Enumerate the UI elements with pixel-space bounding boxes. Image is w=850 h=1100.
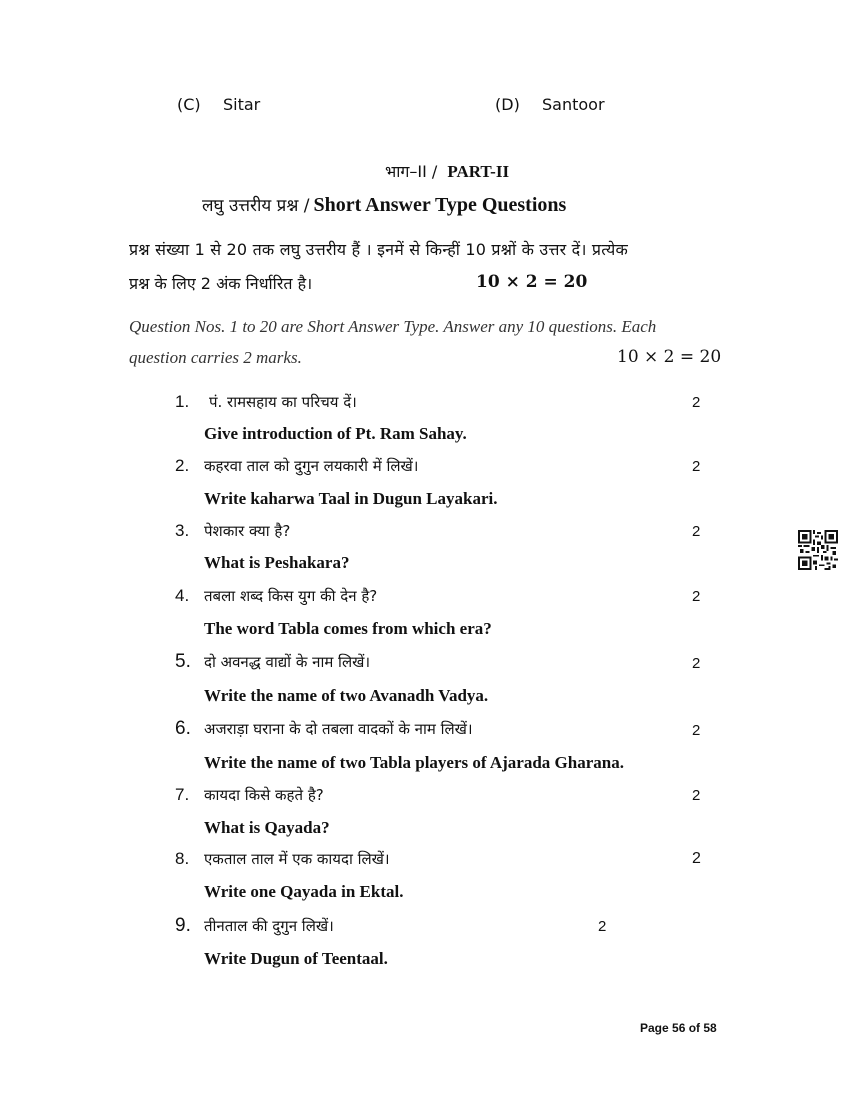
question-hindi: दो अवनद्ध वाद्यों के नाम लिखें। <box>204 653 371 671</box>
instructions-english-marks: 10 × 2 = 20 <box>617 347 722 367</box>
option-c-text: Sitar <box>223 95 261 114</box>
question-marks: 2 <box>692 523 701 540</box>
option-d-text: Santoor <box>542 95 605 114</box>
question-hindi: कायदा किसे कहते है? <box>204 786 324 804</box>
part-heading-english: PART-II <box>447 162 510 181</box>
question-hindi: तीनताल की दुगुन लिखें। <box>204 917 334 935</box>
question-number: 7. <box>175 785 190 804</box>
question-english: Write kaharwa Taal in Dugun Layakari. <box>204 489 498 508</box>
instructions-hindi-line2: प्रश्न के लिए 2 अंक निर्धारित है। <box>129 274 313 293</box>
question-hindi: अजराड़ा घराना के दो तबला वादकों के नाम लिखें। <box>204 720 473 738</box>
question-hindi: पं. रामसहाय का परिचय दें। <box>209 393 357 411</box>
instructions-hindi-line1: प्रश्न संख्या 1 से 20 तक लघु उत्तरीय हैं । इनमें से किन्हीं 10 प्रश्नों के उत्तर दें। प्रत्येक <box>129 240 629 259</box>
question-marks: 2 <box>692 458 701 475</box>
section-heading-english: Short Answer Type Questions <box>313 194 567 216</box>
question-marks: 2 <box>692 588 701 605</box>
instructions-english-line2: question carries 2 marks. <box>129 348 302 367</box>
question-hindi: कहरवा ताल को दुगुन लयकारी में लिखें। <box>204 457 419 475</box>
question-number: 3. <box>175 521 190 540</box>
question-number: 4. <box>175 586 190 605</box>
question-english: What is Peshakara? <box>204 553 350 572</box>
question-marks: 2 <box>692 850 701 867</box>
option-d-letter: (D) <box>495 95 520 114</box>
question-hindi: एकताल ताल में एक कायदा लिखें। <box>204 850 390 868</box>
question-english: Write Dugun of Teentaal. <box>204 949 388 968</box>
section-heading <box>202 193 566 217</box>
part-heading <box>385 160 509 182</box>
question-marks: 2 <box>692 787 701 804</box>
question-marks: 2 <box>598 918 607 935</box>
section-heading-hindi: लघु उत्तरीय प्रश्न / <box>202 196 310 216</box>
question-marks: 2 <box>692 394 701 411</box>
question-english: Give introduction of Pt. Ram Sahay. <box>204 424 467 443</box>
question-english: Write the name of two Tabla players of Ajarada Gharana. <box>204 753 624 772</box>
question-number: 9. <box>175 915 191 936</box>
question-hindi: पेशकार क्या है? <box>204 522 291 540</box>
question-english: Write the name of two Avanadh Vadya. <box>204 686 489 705</box>
question-number: 6. <box>175 718 191 739</box>
part-heading-hindi: भाग–II / <box>385 162 438 181</box>
question-english: Write one Qayada in Ektal. <box>204 882 404 901</box>
option-c-letter: (C) <box>177 95 201 114</box>
question-number: 5. <box>175 651 191 672</box>
question-marks: 2 <box>692 655 701 672</box>
question-marks: 2 <box>692 722 701 739</box>
question-hindi: तबला शब्द किस युग की देन है? <box>204 587 378 605</box>
question-number: 8. <box>175 849 190 868</box>
question-english: What is Qayada? <box>204 818 330 837</box>
question-number: 2. <box>175 456 190 475</box>
page-number-footer: Page 56 of 58 <box>640 1021 717 1035</box>
question-number: 1. <box>175 392 190 411</box>
qr-code-icon <box>798 530 838 570</box>
question-english: The word Tabla comes from which era? <box>204 619 492 638</box>
instructions-hindi-marks: 10 × 2 = 20 <box>476 272 588 292</box>
instructions-english-line1: Question Nos. 1 to 20 are Short Answer Type. Answer any 10 questions. Each <box>129 317 657 336</box>
